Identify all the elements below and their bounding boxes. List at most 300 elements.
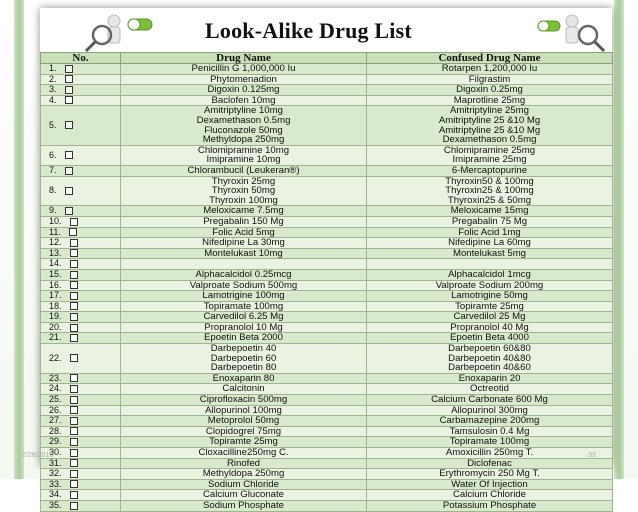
row-number-label: 2.: [49, 74, 57, 84]
checkbox-icon: [65, 151, 73, 159]
confused-drug-cell-line: Thyroxin50 & 100mg: [445, 176, 534, 187]
drug-name-cell: [121, 64, 367, 75]
checkbox-icon: [70, 459, 78, 467]
drug-name-cell-line: Penicillin G 1,000,000 Iu: [191, 63, 296, 74]
row-number-label: 33.: [49, 479, 62, 489]
row-number: [41, 373, 121, 384]
drug-name-cell: [121, 416, 367, 427]
table-row: [41, 312, 613, 323]
table-row: [41, 165, 613, 176]
table-row: [41, 95, 613, 106]
confused-drug-cell: [367, 469, 613, 480]
drug-name-cell-line: Fluconazole 50mg: [204, 124, 283, 136]
magnifier-pill-icon: [80, 11, 175, 53]
confused-drug-cell-line: Lamotrigine 50mg: [451, 290, 528, 302]
row-number-label: 12.: [49, 237, 62, 248]
drug-name-cell-line: Clopidogrel 75mg: [205, 426, 282, 437]
row-number-label: 34.: [49, 489, 62, 500]
drug-name-cell: [121, 238, 367, 249]
confused-drug-cell-line: Montelukast 5mg: [452, 248, 527, 259]
drug-name-cell-line: Rinofed: [226, 458, 261, 469]
confused-drug-cell-line: Carbamazepine 200mg: [439, 415, 540, 427]
checkbox-icon: [70, 427, 78, 435]
header-no: No.: [41, 53, 121, 64]
row-number-label: 23.: [49, 373, 62, 383]
table-row: [41, 479, 613, 490]
row-number: [41, 106, 121, 145]
checkbox-icon: [70, 271, 78, 279]
checkbox-icon: [70, 334, 78, 342]
drug-name-cell-line: Carvedilol 6.25 Mg: [203, 311, 284, 323]
confused-drug-cell: [367, 227, 613, 238]
row-number-label: 35.: [49, 500, 62, 510]
confused-drug-cell: [367, 448, 613, 459]
row-number: [41, 344, 121, 374]
confused-drug-cell: [367, 384, 613, 395]
row-number-label: 4.: [49, 95, 57, 105]
table-header-row: [41, 53, 613, 64]
checkbox-icon: [70, 480, 78, 488]
row-number-label: 20.: [49, 322, 62, 332]
header-drug-name: Drug Name: [121, 53, 367, 64]
confused-drug-cell-line: Alphacalcidol 1mcg: [448, 269, 531, 280]
drug-name-cell-line: Imipramine 10mg: [206, 154, 281, 166]
checkbox-icon: [65, 75, 73, 83]
checkbox-icon: [69, 228, 77, 236]
row-number: [41, 248, 121, 259]
drug-name-cell-line: Alphacalcidol 0.25mcg: [195, 269, 292, 280]
row-number: [41, 206, 121, 217]
row-number: [41, 426, 121, 437]
table-row: [41, 291, 613, 302]
drug-name-cell-line: Darbepoetin 80: [210, 362, 277, 374]
confused-drug-cell: [367, 85, 613, 96]
confused-drug-cell: [367, 458, 613, 469]
checkbox-icon: [70, 324, 78, 332]
confused-drug-cell-line: Erythromycin 250 Mg T.: [439, 468, 540, 480]
confused-drug-cell: [367, 238, 613, 249]
header-confused-drug-name: Confused Drug Name: [367, 53, 613, 64]
checkbox-icon: [70, 281, 78, 289]
drug-name-cell: [121, 469, 367, 480]
row-number-label: 30.: [49, 447, 62, 458]
confused-drug-cell: [367, 322, 613, 333]
table-row: [41, 145, 613, 165]
drug-name-cell-line: Topiramate 100mg: [203, 301, 284, 312]
row-number-label: 11.: [49, 227, 61, 237]
row-number-label: 9.: [49, 205, 57, 216]
row-number-label: 10.: [49, 216, 62, 226]
drug-name-cell-line: Calcitonin: [222, 383, 265, 395]
checkbox-icon: [65, 65, 73, 73]
row-number: [41, 458, 121, 469]
checkbox-icon: [70, 396, 78, 404]
row-number-label: 8.: [49, 185, 57, 196]
drug-name-cell-line: Epoetin Beta 2000: [204, 332, 283, 344]
confused-drug-cell-line: Thyroxin25 & 100mg: [445, 185, 534, 197]
drug-name-cell: [121, 206, 367, 217]
drug-name-cell: [121, 85, 367, 96]
drug-name-cell-line: Amitriptyline 10mg: [204, 105, 283, 117]
table-row: [41, 490, 613, 501]
row-number: [41, 165, 121, 176]
confused-drug-cell: [367, 216, 613, 227]
confused-drug-cell: [367, 280, 613, 291]
confused-drug-cell: [367, 437, 613, 448]
table-row: [41, 395, 613, 406]
confused-drug-cell-line: Calcium Chloride: [452, 489, 527, 501]
table-row: [41, 448, 613, 459]
checkbox-icon: [70, 313, 78, 321]
row-number: [41, 405, 121, 416]
drug-name-cell-line: Methyldopa 250mg: [202, 468, 285, 480]
row-number: [41, 216, 121, 227]
row-number-label: 27.: [49, 415, 62, 426]
confused-drug-cell-line: Darbepoetin 60&80: [448, 343, 531, 355]
row-number: [41, 259, 121, 270]
row-number-label: 21.: [49, 332, 62, 343]
checkbox-icon: [70, 502, 78, 510]
confused-drug-cell: [367, 312, 613, 323]
drug-name-cell: [121, 500, 367, 511]
drug-name-cell-line: Allopurinol 100mg: [205, 405, 282, 416]
confused-drug-cell: [367, 248, 613, 259]
confused-drug-cell: [367, 301, 613, 312]
confused-drug-cell: [367, 64, 613, 75]
checkbox-icon: [65, 96, 73, 104]
confused-drug-cell-line: Amoxicillin 250mg T.: [445, 447, 534, 459]
checkbox-icon: [70, 406, 78, 414]
drug-name-cell: [121, 95, 367, 106]
drug-name-cell: [121, 259, 367, 270]
drug-name-cell: [121, 458, 367, 469]
drug-name-cell-line: Cloxacilline250mg C.: [198, 447, 289, 459]
row-number-label: 32.: [49, 468, 62, 479]
row-number: [41, 395, 121, 406]
drug-name-cell: [121, 333, 367, 344]
drug-name-cell-line: Folic Acid 5mg: [212, 227, 275, 238]
confused-drug-cell: [367, 74, 613, 85]
page-title: Look-Alike Drug List: [205, 18, 412, 43]
confused-drug-cell-line: Amitriptyline 25 &10 Mg: [438, 124, 541, 136]
confused-drug-cell-line: Water Of Injection: [451, 479, 528, 490]
row-number-label: 18.: [49, 301, 62, 311]
confused-drug-cell-line: Meloxicame 15mg: [450, 205, 529, 217]
drug-name-cell: [121, 165, 367, 176]
drug-name-cell-line: Thyroxin 100mg: [209, 194, 278, 206]
confused-drug-cell: [367, 373, 613, 384]
confused-drug-cell-line: Topiramate 100mg: [449, 436, 530, 448]
right-decorative-stripe: [614, 0, 624, 479]
row-number-label: 15.: [49, 269, 62, 279]
confused-drug-cell-line: Digoxin 0.25mg: [456, 84, 523, 96]
confused-drug-cell-line: Potassium Phosphate: [442, 500, 537, 511]
drug-name-cell-line: Baclofen 10mg: [211, 95, 276, 106]
drug-name-cell-line: Sodium Chloride: [208, 479, 279, 490]
checkbox-icon: [70, 449, 78, 457]
table-row: [41, 344, 613, 374]
table-row: [41, 259, 613, 270]
row-number: [41, 469, 121, 480]
confused-drug-cell: [367, 269, 613, 280]
table-row: [41, 206, 613, 217]
confused-drug-cell-line: Valproate Sodium 200mg: [435, 280, 544, 291]
drug-name-cell: [121, 248, 367, 259]
table-row: [41, 269, 613, 280]
row-number-label: 29.: [49, 436, 62, 447]
confused-drug-cell-line: Diclofenac: [467, 458, 512, 469]
table-row: [41, 500, 613, 511]
confused-drug-cell-line: Enoxaparin 20: [458, 373, 521, 384]
drug-name-cell: [121, 145, 367, 165]
row-number: [41, 479, 121, 490]
table-row: [41, 106, 613, 145]
page-number: 33: [588, 452, 596, 459]
checkbox-icon: [70, 260, 78, 268]
drug-name-cell: [121, 405, 367, 416]
confused-drug-cell: [367, 344, 613, 374]
row-number-label: 31.: [49, 458, 62, 468]
confused-drug-cell-line: Filgrastim: [468, 74, 511, 85]
checkbox-icon: [70, 470, 78, 478]
confused-drug-cell-line: Calcium Carbonate 600 Mg: [431, 394, 548, 406]
table-row: [41, 416, 613, 427]
table-row: [41, 469, 613, 480]
confused-drug-cell: [367, 145, 613, 165]
row-number-label: 7.: [49, 165, 57, 175]
drug-name-cell-line: Montelukast 10mg: [204, 248, 283, 259]
drug-name-cell-line: Dexamethason 0.5mg: [196, 114, 291, 126]
checkbox-icon: [65, 86, 73, 94]
confused-drug-cell: [367, 291, 613, 302]
drug-name-cell-line: Topiramte 25mg: [209, 436, 278, 448]
table-row: [41, 227, 613, 238]
row-number-label: 25.: [49, 394, 62, 405]
table-row: [41, 426, 613, 437]
table-row: [41, 85, 613, 96]
row-number: [41, 64, 121, 75]
drug-name-cell: [121, 291, 367, 302]
drug-name-cell-line: Metoprolol 50mg: [207, 415, 280, 427]
confused-drug-cell-line: Rotarpen 1,200,000 Iu: [441, 63, 538, 74]
checkbox-icon: [70, 354, 78, 362]
drug-name-cell-line: Calcium Gluconate: [202, 489, 285, 501]
table-row: [41, 176, 613, 206]
drug-name-cell-line: Meloxicame 7.5mg: [203, 205, 284, 217]
drug-name-cell: [121, 384, 367, 395]
drug-name-cell-line: Enoxaparin 80: [212, 373, 275, 384]
drug-name-cell: [121, 437, 367, 448]
row-number-label: 28.: [49, 426, 62, 436]
checkbox-icon: [70, 239, 78, 247]
checkbox-icon: [70, 417, 78, 425]
checkbox-icon: [65, 187, 73, 195]
row-number-label: 14.: [49, 258, 62, 269]
confused-drug-cell-line: Epoetin Beta 4000: [450, 332, 529, 344]
drug-name-cell: [121, 106, 367, 145]
table-row: [41, 384, 613, 395]
row-number: [41, 490, 121, 501]
confused-drug-cell-line: Nifedipine La 60mg: [448, 237, 531, 249]
checkbox-icon: [70, 385, 78, 393]
row-number: [41, 301, 121, 312]
drug-name-cell: [121, 426, 367, 437]
checkbox-icon: [70, 292, 78, 300]
confused-drug-cell: [367, 395, 613, 406]
row-number: [41, 437, 121, 448]
row-number-label: 1.: [49, 63, 57, 73]
row-number: [41, 384, 121, 395]
confused-drug-cell: [367, 405, 613, 416]
table-row: [41, 458, 613, 469]
confused-drug-cell: [367, 333, 613, 344]
confused-drug-cell-line: Dexamethason 0.5mg: [442, 134, 537, 146]
row-number-label: 24.: [49, 383, 62, 394]
drug-name-cell: [121, 373, 367, 384]
confused-drug-cell-line: Carvedilol 25 Mg: [453, 311, 526, 323]
drug-name-cell: [121, 227, 367, 238]
drug-table: [40, 52, 613, 512]
row-number-label: 26.: [49, 405, 62, 415]
drug-name-cell-line: Thyroxin 50mg: [211, 185, 276, 197]
checkbox-icon: [70, 218, 78, 226]
confused-drug-cell: [367, 479, 613, 490]
drug-name-cell: [121, 322, 367, 333]
row-number: [41, 176, 121, 206]
table-body: [41, 64, 613, 512]
drug-name-cell-line: Lamotrigine 100mg: [202, 290, 285, 302]
confused-drug-cell-line: Tamsulosin 0.4 Mg: [449, 426, 530, 437]
confused-drug-cell: [367, 426, 613, 437]
row-number: [41, 238, 121, 249]
confused-drug-cell: [367, 416, 613, 427]
confused-drug-cell-line: Propranolol 40 Mg: [450, 322, 529, 333]
row-number-label: 16.: [49, 280, 62, 290]
drug-name-cell: [121, 269, 367, 280]
table-row: [41, 437, 613, 448]
row-number: [41, 74, 121, 85]
drug-name-cell: [121, 448, 367, 459]
drug-name-cell-line: Ciprofloxacin 500mg: [199, 394, 288, 406]
confused-drug-cell-line: Maprotline 25mg: [453, 95, 526, 106]
slide-card: [40, 8, 612, 511]
drug-name-cell: [121, 344, 367, 374]
confused-drug-cell-line: Thyroxin25 & 50mg: [447, 194, 532, 206]
row-number: [41, 145, 121, 165]
confused-drug-cell: [367, 165, 613, 176]
confused-drug-cell-line: Chlomipramine 25mg: [443, 145, 536, 156]
table-row: [41, 74, 613, 85]
drug-name-cell-line: Phytomenadion: [210, 74, 277, 85]
drug-name-cell: [121, 301, 367, 312]
confused-drug-cell-line: Darbepoetin 40&60: [448, 362, 531, 374]
drug-name-cell-line: Chlomipramine 10mg: [197, 145, 290, 156]
table-row: [41, 64, 613, 75]
confused-drug-cell-line: Imipramine 25mg: [452, 154, 527, 166]
row-number: [41, 333, 121, 344]
confused-drug-cell-line: 6-Mercaptopurine: [451, 165, 528, 176]
drug-name-cell-line: Darbepoetin 40: [210, 343, 277, 355]
confused-drug-cell: [367, 106, 613, 145]
table-row: [41, 373, 613, 384]
confused-drug-cell: [367, 95, 613, 106]
confused-drug-cell: [367, 176, 613, 206]
drug-name-cell-line: Pregabalin 150 Mg: [203, 216, 284, 227]
drug-name-cell: [121, 312, 367, 323]
drug-name-cell-line: Digoxin 0.125mg: [207, 84, 280, 96]
row-number-label: 6.: [49, 149, 57, 160]
slide-header: [40, 8, 612, 58]
confused-drug-cell-line: Pregabalin 75 Mg: [451, 216, 528, 227]
table-row: [41, 322, 613, 333]
confused-drug-cell: [367, 259, 613, 270]
drug-name-cell: [121, 176, 367, 206]
row-number: [41, 322, 121, 333]
row-number: [41, 227, 121, 238]
checkbox-icon: [70, 374, 78, 382]
drug-name-cell-line: Thyroxin 25mg: [211, 176, 276, 187]
row-number: [41, 291, 121, 302]
row-number-label: 13.: [49, 248, 62, 258]
row-number-label: 3.: [49, 84, 57, 95]
checkbox-icon: [70, 491, 78, 499]
confused-drug-cell-line: Topiramte 25mg: [455, 301, 524, 312]
footer-date: 2/28/2016: [22, 452, 54, 459]
row-number: [41, 269, 121, 280]
row-number: [41, 280, 121, 291]
row-number: [41, 85, 121, 96]
checkbox-icon: [70, 302, 78, 310]
table-row: [41, 216, 613, 227]
drug-name-cell-line: Sodium Phosphate: [202, 500, 285, 511]
drug-name-cell: [121, 395, 367, 406]
checkbox-icon: [70, 249, 78, 257]
drug-name-cell-line: Nifedipine La 30mg: [202, 237, 285, 249]
table-row: [41, 333, 613, 344]
confused-drug-cell-line: Allopurinol 300mg: [451, 405, 528, 416]
drug-name-cell: [121, 74, 367, 85]
confused-drug-cell: [367, 490, 613, 501]
drug-name-cell-line: Valproate Sodium 500mg: [189, 280, 298, 291]
left-decorative-stripe: [14, 0, 24, 479]
confused-drug-cell: [367, 206, 613, 217]
table-row: [41, 301, 613, 312]
drug-name-cell: [121, 490, 367, 501]
row-number: [41, 312, 121, 323]
magnifier-pill-icon: [516, 11, 611, 53]
confused-drug-cell-line: Folic Acid 1mg: [458, 227, 521, 238]
confused-drug-cell-line: Octreotid: [470, 383, 509, 395]
row-number-label: 19.: [49, 311, 62, 322]
drug-name-cell: [121, 216, 367, 227]
confused-drug-cell-line: Amitriptyline 25 &10 Mg: [438, 114, 541, 126]
confused-drug-cell-line: Amitriptyline 25mg: [450, 105, 529, 117]
drug-name-cell-line: Chlorambucil (Leukeran®): [187, 165, 300, 176]
row-number: [41, 500, 121, 511]
checkbox-icon: [65, 207, 73, 215]
row-number-label: 22.: [49, 352, 62, 363]
table-row: [41, 280, 613, 291]
drug-name-cell: [121, 479, 367, 490]
table-row: [41, 248, 613, 259]
confused-drug-cell: [367, 500, 613, 511]
drug-name-cell-line: Darbepoetin 60: [210, 352, 277, 364]
checkbox-icon: [65, 121, 73, 129]
confused-drug-cell-line: Darbepoetin 40&80: [448, 352, 531, 364]
drug-name-cell: [121, 280, 367, 291]
table-row: [41, 405, 613, 416]
checkbox-icon: [65, 167, 73, 175]
